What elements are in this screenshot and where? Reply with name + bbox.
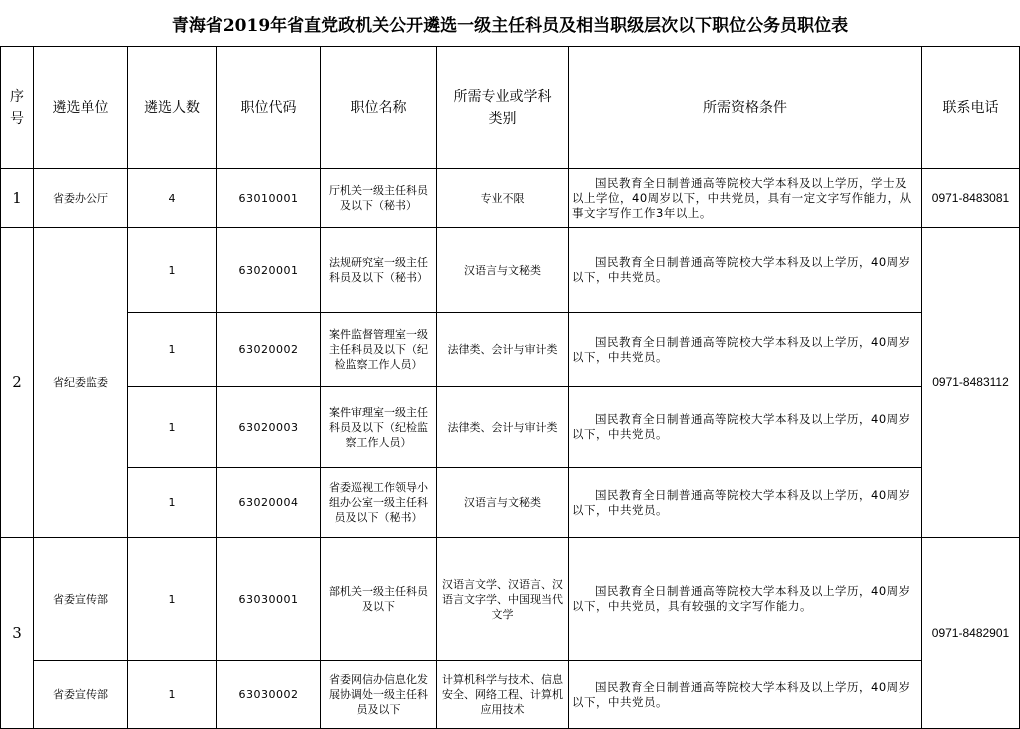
qualification-cell: 国民教育全日制普通高等院校大学本科及以上学历，40周岁以下，中共党员，具有较强的文字写作能力。 (569, 538, 922, 661)
table-row (1, 661, 1020, 729)
table-row (1, 169, 1020, 228)
count-cell: 1 (128, 313, 217, 387)
major-cell: 专业不限 (437, 169, 569, 228)
table-row (1, 468, 1020, 538)
code-cell: 63030001 (217, 538, 321, 661)
count-cell: 1 (128, 468, 217, 538)
qualification-cell: 国民教育全日制普通高等院校大学本科及以上学历，学士及以上学位，40周岁以下，中共党员，具有一定文字写作能力，从事文字写作工作3年以上。 (569, 169, 922, 228)
major-cell: 汉语言与文秘类 (437, 228, 569, 313)
unit-cell: 省委办公厅 (34, 169, 128, 228)
code-cell: 63020004 (217, 468, 321, 538)
table-row (1, 313, 1020, 387)
qualification-cell: 国民教育全日制普通高等院校大学本科及以上学历，40周岁以下，中共党员。 (569, 228, 922, 313)
major-cell: 汉语言与文秘类 (437, 468, 569, 538)
code-cell: 63020001 (217, 228, 321, 313)
qualification-cell: 国民教育全日制普通高等院校大学本科及以上学历，40周岁以下，中共党员。 (569, 468, 922, 538)
qualification-cell: 国民教育全日制普通高等院校大学本科及以上学历，40周岁以下，中共党员。 (569, 387, 922, 468)
table-row (1, 538, 1020, 661)
position-cell: 部机关一级主任科员及以下 (321, 538, 437, 661)
positions-table (0, 46, 1020, 729)
position-cell: 厅机关一级主任科员及以下（秘书） (321, 169, 437, 228)
position-cell: 省委网信办信息化发展协调处一级主任科员及以下 (321, 661, 437, 729)
table-row (1, 228, 1020, 313)
major-cell: 计算机科学与技术、信息安全、网络工程、计算机应用技术 (437, 661, 569, 729)
count-cell: 1 (128, 538, 217, 661)
header-row (1, 47, 1020, 169)
phone-cell: 0971-8483081 (922, 169, 1020, 228)
count-cell: 4 (128, 169, 217, 228)
header-phone: 联系电话 (922, 47, 1020, 169)
position-cell: 法规研究室一级主任科员及以下（秘书） (321, 228, 437, 313)
page-title: 青海省2019年省直党政机关公开遴选一级主任科员及相当职级层次以下职位公务员职位表 (171, 15, 849, 36)
qualification-cell: 国民教育全日制普通高等院校大学本科及以上学历，40周岁以下，中共党员。 (569, 313, 922, 387)
header-unit: 遴选单位 (34, 47, 128, 169)
major-cell: 法律类、会计与审计类 (437, 387, 569, 468)
count-cell: 1 (128, 661, 217, 729)
unit-cell: 省委宣传部 (34, 661, 128, 729)
major-cell: 法律类、会计与审计类 (437, 313, 569, 387)
seq-cell: 3 (1, 538, 34, 729)
header-count: 遴选人数 (128, 47, 217, 169)
seq-cell: 1 (1, 169, 34, 228)
position-cell: 省委巡视工作领导小组办公室一级主任科员及以下（秘书） (321, 468, 437, 538)
header-major: 所需专业或学科类别 (437, 47, 569, 169)
seq-cell: 2 (1, 228, 34, 538)
qualification-cell: 国民教育全日制普通高等院校大学本科及以上学历，40周岁以下，中共党员。 (569, 661, 922, 729)
count-cell: 1 (128, 387, 217, 468)
unit-cell: 省委宣传部 (34, 538, 128, 661)
header-code: 职位代码 (217, 47, 321, 169)
unit-cell: 省纪委监委 (34, 228, 128, 538)
phone-cell: 0971-8482901 (922, 538, 1020, 729)
header-position: 职位名称 (321, 47, 437, 169)
header-seq: 序号 (1, 47, 34, 169)
header-qualification: 所需资格条件 (569, 47, 922, 169)
code-cell: 63020003 (217, 387, 321, 468)
code-cell: 63020002 (217, 313, 321, 387)
code-cell: 63010001 (217, 169, 321, 228)
position-cell: 案件监督管理室一级主任科员及以下（纪检监察工作人员） (321, 313, 437, 387)
table-row (1, 387, 1020, 468)
count-cell: 1 (128, 228, 217, 313)
position-cell: 案件审理室一级主任科员及以下（纪检监察工作人员） (321, 387, 437, 468)
major-cell: 汉语言文学、汉语言、汉语言文字学、中国现当代文学 (437, 538, 569, 661)
code-cell: 63030002 (217, 661, 321, 729)
phone-cell: 0971-8483112 (922, 228, 1020, 538)
